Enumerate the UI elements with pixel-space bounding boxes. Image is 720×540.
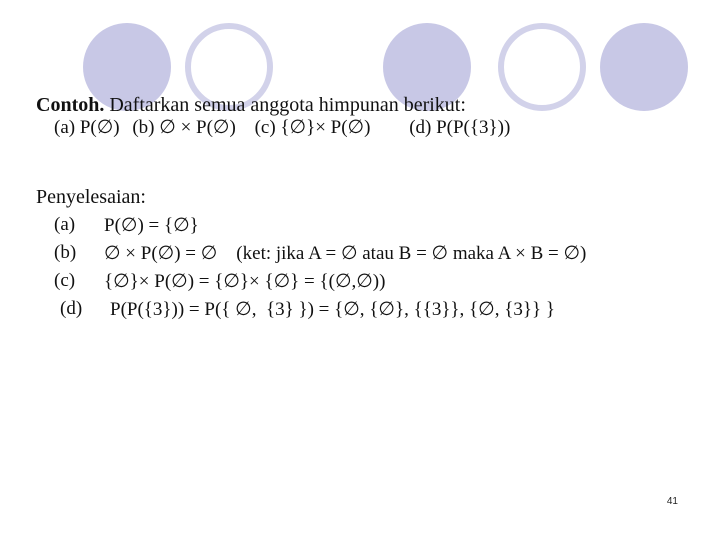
solution-label: (d) — [60, 298, 83, 319]
solution-expression: P(P({3})) = P({ ∅, {3} }) = {∅, {∅}, {{3}}, {∅, {3}} } — [110, 299, 555, 320]
task-a: (a) P(∅) — [54, 117, 120, 138]
task-list — [54, 116, 706, 140]
solution-label: (b) — [54, 242, 77, 263]
example-label: Contoh. — [36, 94, 105, 116]
task-c: (c) {∅}× P(∅) — [254, 117, 371, 138]
solution-expression: {∅}× P(∅) = {∅}× {∅} = {(∅,∅)) — [104, 271, 386, 292]
solution-expression: P(∅) = {∅} — [104, 215, 199, 236]
solution-label: (a) — [54, 214, 76, 235]
solution-heading: Penyelesaian: — [36, 186, 146, 208]
solution-label: (c) — [54, 270, 76, 291]
example-instruction: Daftarkan semua anggota himpunan berikut: — [109, 94, 466, 116]
task-b: (b) ∅ × P(∅) — [132, 117, 236, 138]
page-number: 41 — [666, 496, 678, 507]
slide-body — [36, 94, 706, 140]
solution-expression: ∅ × P(∅) = ∅ (ket: jika A = ∅ atau B = ∅ maka A × B = ∅) — [104, 243, 587, 264]
task-d: (d) P(P({3})) — [409, 117, 511, 138]
example-title — [36, 94, 706, 116]
